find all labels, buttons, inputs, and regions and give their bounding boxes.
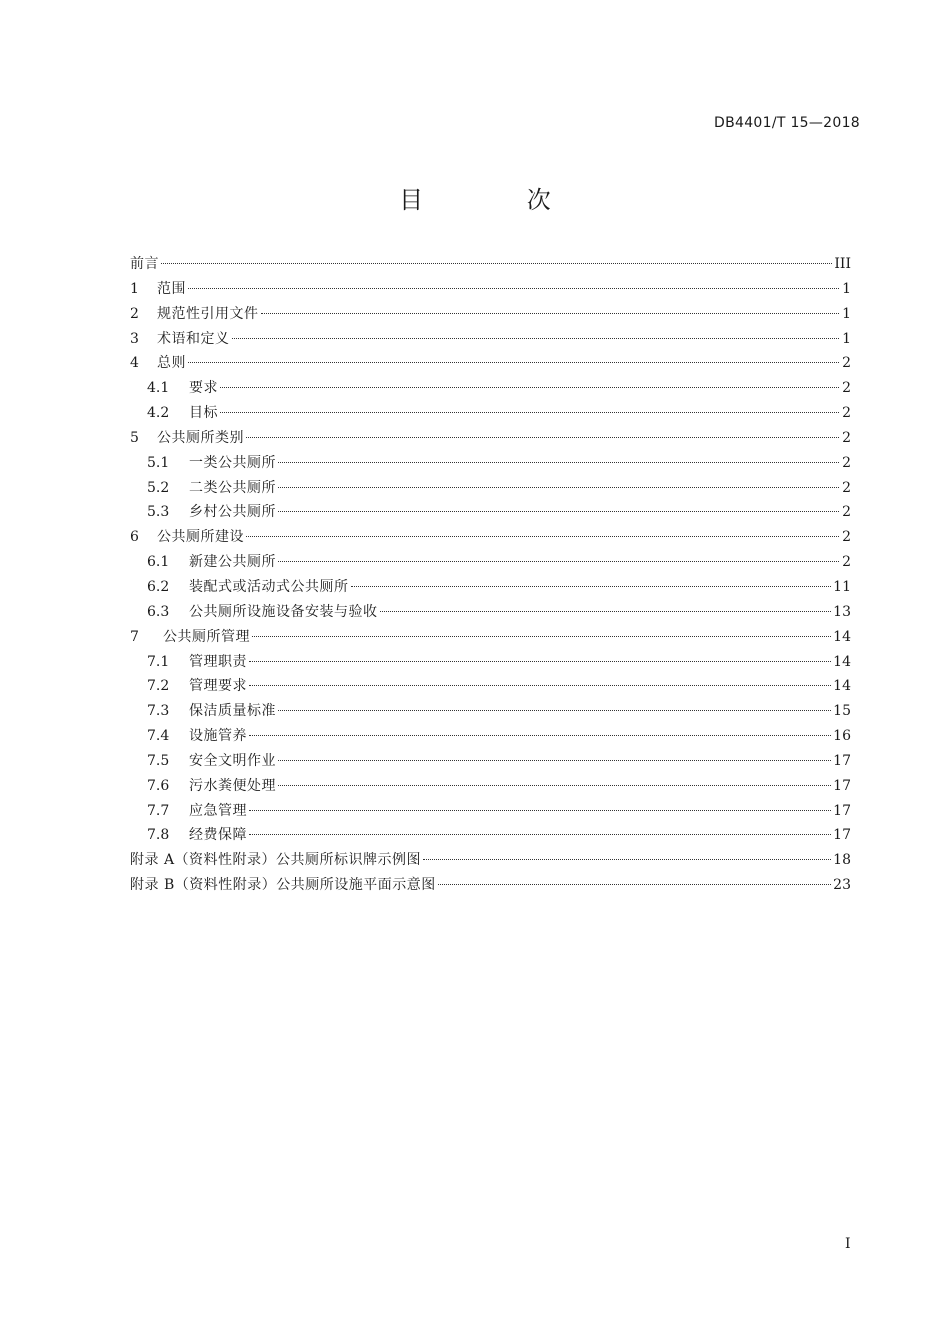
toc-entry-number: 5.1 (147, 454, 170, 471)
toc-entry[interactable] (130, 848, 851, 873)
toc-entry-label: 公共厕所设施设备安装与验收 (189, 603, 378, 620)
table-of-contents (130, 252, 851, 898)
dot-leader (252, 636, 831, 637)
dot-leader (188, 288, 839, 289)
toc-entry-page: 2 (842, 504, 851, 521)
toc-entry[interactable] (130, 823, 851, 848)
dot-leader (246, 437, 839, 438)
toc-entry[interactable] (130, 376, 851, 401)
toc-entry-label: 二类公共厕所 (189, 479, 276, 496)
document-number: DB4401/T 15—2018 (714, 115, 860, 131)
toc-entry[interactable] (130, 774, 851, 799)
toc-entry-page: 2 (842, 405, 851, 422)
toc-entry-page: 2 (842, 454, 851, 471)
toc-entry-number: 4.2 (147, 405, 170, 422)
dot-leader (220, 387, 839, 388)
toc-entry-label: 总则 (157, 355, 186, 372)
toc-entry-label: 乡村公共厕所 (189, 504, 276, 521)
toc-entry[interactable] (130, 600, 851, 625)
dot-leader (249, 661, 831, 662)
dot-leader (438, 884, 831, 885)
dot-leader (278, 561, 839, 562)
dot-leader (249, 735, 831, 736)
toc-entry-label: 规范性引用文件 (157, 305, 259, 322)
dot-leader (278, 487, 839, 488)
toc-entry-page: 14 (833, 678, 851, 695)
toc-entry-label: 设施管养 (189, 728, 247, 745)
toc-entry-number: 7.1 (147, 653, 170, 670)
toc-entry[interactable] (130, 500, 851, 525)
toc-entry-label: 管理职责 (189, 653, 247, 670)
toc-entry-page: 11 (833, 578, 851, 595)
toc-entry-label: 污水粪便处理 (189, 777, 276, 794)
toc-entry-label: 附录 A（资料性附录）公共厕所标识牌示例图 (130, 852, 422, 869)
toc-entry-number: 7.5 (147, 752, 170, 769)
toc-entry-label: 新建公共厕所 (189, 554, 276, 571)
toc-entry-page: 16 (833, 728, 851, 745)
toc-entry[interactable] (130, 351, 851, 376)
dot-leader (246, 536, 839, 537)
toc-entry-number: 6.2 (147, 578, 170, 595)
dot-leader (278, 785, 831, 786)
toc-entry-page: 2 (842, 355, 851, 372)
toc-entry-label: 装配式或活动式公共厕所 (189, 578, 349, 595)
page-title: 目 次 (399, 186, 599, 214)
toc-entry-page: 2 (842, 380, 851, 397)
toc-entry[interactable] (130, 873, 851, 898)
toc-entry-number: 7.6 (147, 777, 170, 794)
toc-entry-page: 13 (833, 603, 851, 620)
toc-entry[interactable] (130, 476, 851, 501)
toc-entry-label: 公共厕所管理 (163, 628, 250, 645)
dot-leader (278, 511, 839, 512)
toc-entry-number: 7.8 (147, 827, 170, 844)
toc-entry-label: 范围 (157, 280, 186, 297)
toc-entry[interactable] (130, 575, 851, 600)
toc-entry-number: 7 (130, 628, 139, 645)
toc-entry-page: 23 (833, 877, 851, 894)
toc-entry-number: 4 (130, 355, 139, 372)
toc-entry[interactable] (130, 699, 851, 724)
toc-entry[interactable] (130, 401, 851, 426)
toc-entry-number: 5.3 (147, 504, 170, 521)
toc-entry[interactable] (130, 451, 851, 476)
toc-entry[interactable] (130, 426, 851, 451)
toc-entry-label: 管理要求 (189, 678, 247, 695)
toc-entry-label: 应急管理 (189, 802, 247, 819)
dot-leader (278, 760, 831, 761)
toc-entry-label: 术语和定义 (157, 330, 230, 347)
toc-entry-number: 3 (130, 330, 139, 347)
toc-entry-label: 附录 B（资料性附录）公共厕所设施平面示意图 (130, 877, 436, 894)
toc-entry-label: 前言 (130, 256, 159, 272)
toc-entry-number: 2 (130, 305, 139, 322)
toc-entry-number: 6.1 (147, 554, 170, 571)
toc-entry-label: 保洁质量标准 (189, 703, 276, 720)
toc-entry[interactable] (130, 674, 851, 699)
dot-leader (278, 710, 831, 711)
toc-entry-page: 2 (842, 479, 851, 496)
toc-entry-page: 2 (842, 554, 851, 571)
dot-leader (249, 685, 831, 686)
toc-entry[interactable] (130, 302, 851, 327)
dot-leader (232, 338, 840, 339)
toc-entry-label: 要求 (189, 380, 218, 397)
dot-leader (380, 611, 832, 612)
toc-entry[interactable] (130, 277, 851, 302)
toc-entry-number: 5.2 (147, 479, 170, 496)
toc-entry-number: 6.3 (147, 603, 170, 620)
page-number: I (845, 1236, 851, 1252)
dot-leader (249, 834, 831, 835)
toc-entry[interactable] (130, 525, 851, 550)
toc-entry-page: 14 (833, 653, 851, 670)
toc-entry-number: 6 (130, 529, 139, 546)
toc-entry-page: 2 (842, 529, 851, 546)
toc-entry-page: 2 (842, 429, 851, 446)
dot-leader (351, 586, 832, 587)
toc-entry-page: 18 (833, 852, 851, 869)
dot-leader (161, 263, 832, 264)
toc-entry[interactable] (130, 799, 851, 824)
toc-entry-label: 一类公共厕所 (189, 454, 276, 471)
toc-entry-label: 公共厕所建设 (157, 529, 244, 546)
toc-entry-page: 1 (842, 305, 851, 322)
toc-entry-number: 4.1 (147, 380, 170, 397)
toc-entry[interactable] (130, 625, 851, 650)
toc-entry[interactable] (130, 550, 851, 575)
dot-leader (278, 462, 839, 463)
toc-entry-number: 7.7 (147, 802, 170, 819)
toc-entry-number: 1 (130, 280, 139, 297)
toc-entry-page: 1 (842, 330, 851, 347)
dot-leader (261, 313, 840, 314)
toc-entry-page: 17 (833, 802, 851, 819)
toc-entry-label: 目标 (189, 405, 218, 422)
toc-entry-page: 17 (833, 752, 851, 769)
toc-entry-page: 17 (833, 777, 851, 794)
toc-entry-number: 7.4 (147, 728, 170, 745)
toc-entry-label: 经费保障 (189, 827, 247, 844)
toc-entry-page: 14 (833, 628, 851, 645)
dot-leader (220, 412, 839, 413)
dot-leader (423, 859, 831, 860)
toc-entry-page: 17 (833, 827, 851, 844)
toc-entry-page: 1 (842, 280, 851, 297)
toc-entry[interactable] (130, 252, 851, 277)
toc-entry-number: 7.3 (147, 703, 170, 720)
toc-entry-label: 公共厕所类别 (157, 429, 244, 446)
toc-entry-label: 安全文明作业 (189, 752, 276, 769)
toc-entry[interactable] (130, 327, 851, 352)
dot-leader (188, 362, 839, 363)
toc-entry-page: 15 (833, 703, 851, 720)
toc-entry-number: 5 (130, 429, 139, 446)
toc-entry[interactable] (130, 724, 851, 749)
toc-entry-number: 7.2 (147, 678, 170, 695)
toc-entry-page: III (834, 256, 851, 272)
dot-leader (249, 810, 831, 811)
toc-entry[interactable] (130, 749, 851, 774)
toc-entry[interactable] (130, 650, 851, 675)
